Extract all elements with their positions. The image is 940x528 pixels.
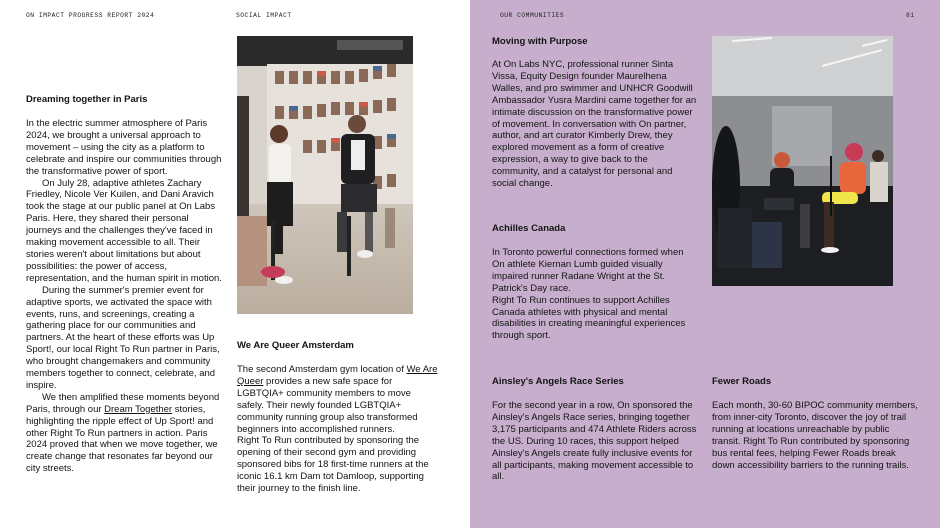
moving-body: [492, 59, 698, 190]
paris-paragraph-3: During the summer's premier event for adaptive sports, we activated the space with events, runs, and screenings, creating a gathering place for our communities and partners. At the heart of these efforts was Up Sport!, our local Right To Run partner in Paris, who brought changemakers and community members together to connect, celebrate, and inspire.: [26, 284, 220, 391]
section-label: SOCIAL IMPACT: [236, 12, 292, 19]
we-are-queer-link[interactable]: We Are Queer: [237, 364, 438, 387]
moving-paragraph-1: At On Labs NYC, professional runner Sinta Vissa, Equity Design founder Maurelhena Walles, and pro swimmer and UNHCR Goodwill Ambassador Yusra Mardini came together for an intimate discussion on the transformative power of movement. In conversation with On partner, author, and art curator Kimberly Drew, they explored movement as a form of creative expression, a way to give back to the community, and a catalyst for personal and social change.: [492, 59, 697, 190]
paris-paragraph-4: We then amplified these moments beyond Paris, through our Dream Together stories, highlighting the ripple effect of Up Sport! and other Right To Run partners in action. Paris 2024 proved that when we move together, we create change that resonates far beyond our city streets.: [26, 391, 220, 475]
achilles-body: [492, 247, 698, 342]
achilles-heading: Achilles Canada: [492, 223, 566, 234]
paris-paragraph-2: On July 28, adaptive athletes Zachary Friedley, Nicole Ver Kuilen, and Dani Aravich took the stage at our public panel at On Labs Paris. Here, they shared their personal journeys and the challenges they've faced in making movement accessible to all. Their stories weren't about limitations but about possibilities: the power of access, representation, and the human spirit in motion.: [26, 177, 222, 284]
page-number: 81: [906, 12, 915, 19]
moving-heading: Moving with Purpose: [492, 36, 588, 47]
paris-paragraph-1: In the electric summer atmosphere of Paris 2024, we brought a universal approach to movement – using the city as a platform to celebrate and inspire our communities through the transformative power of sport.: [26, 118, 222, 177]
angels-body: [492, 400, 698, 483]
dream-together-link[interactable]: Dream Together: [104, 403, 173, 415]
fewer-body: [712, 400, 918, 471]
fewer-paragraph-1: Each month, 30-60 BIPOC community members, from inner-city Toronto, discover the joy of trail running at locations unreachable by public transit. Right To Run contributed by sponsoring bus rental fees, helping Fewer Roads break down accessibility barriers to the running trails.: [712, 400, 918, 471]
paris-body: [26, 118, 226, 475]
fewer-heading: Fewer Roads: [712, 376, 772, 387]
achilles-paragraph-2: Right To Run continues to support Achilles Canada athletes with physical and mental disabilities in creating meaningful experiences through sport.: [492, 294, 686, 342]
paris-heading: Dreaming together in Paris: [26, 94, 148, 105]
report-title: ON IMPACT PROGRESS REPORT 2024: [26, 12, 155, 19]
section-label-right: OUR COMMUNITIES: [500, 12, 565, 19]
queer-paragraph-2: Right To Run contributed by sponsoring the opening of their second gym and providing sponsored bibs for 18 first-time runners at the iconic 16.1 km Dam tot Damloop, supporting their journey to the finish line.: [237, 435, 429, 495]
queer-heading: We Are Queer Amsterdam: [237, 340, 354, 351]
angels-heading: Ainsley's Angels Race Series: [492, 376, 624, 387]
right-page: [470, 0, 940, 528]
nyc-event-photo: [712, 36, 893, 286]
queer-body: [237, 364, 439, 495]
angels-paragraph-1: For the second year in a row, On sponsored the Ainsley's Angels Race series, bringing together 3,175 participants and 474 Athlete Riders across the US. During 10 races, this support helped Ainsley's Angels create fully inclusive events for all participants, making movement accessible to all.: [492, 400, 697, 483]
panel-discussion-photo: [237, 36, 413, 314]
achilles-paragraph-1: In Toronto powerful connections formed when On athlete Kiernan Lumb guided visually impaired runner Radane Wright at the St. Patrick's Day race.: [492, 247, 684, 294]
queer-paragraph-1: The second Amsterdam gym location of We Are Queer provides a new safe space for LGBTQIA+ community members to move safely. Their newly founded LGBTQIA+ community running group also transformed beginners into accomplished runners.: [237, 364, 438, 435]
